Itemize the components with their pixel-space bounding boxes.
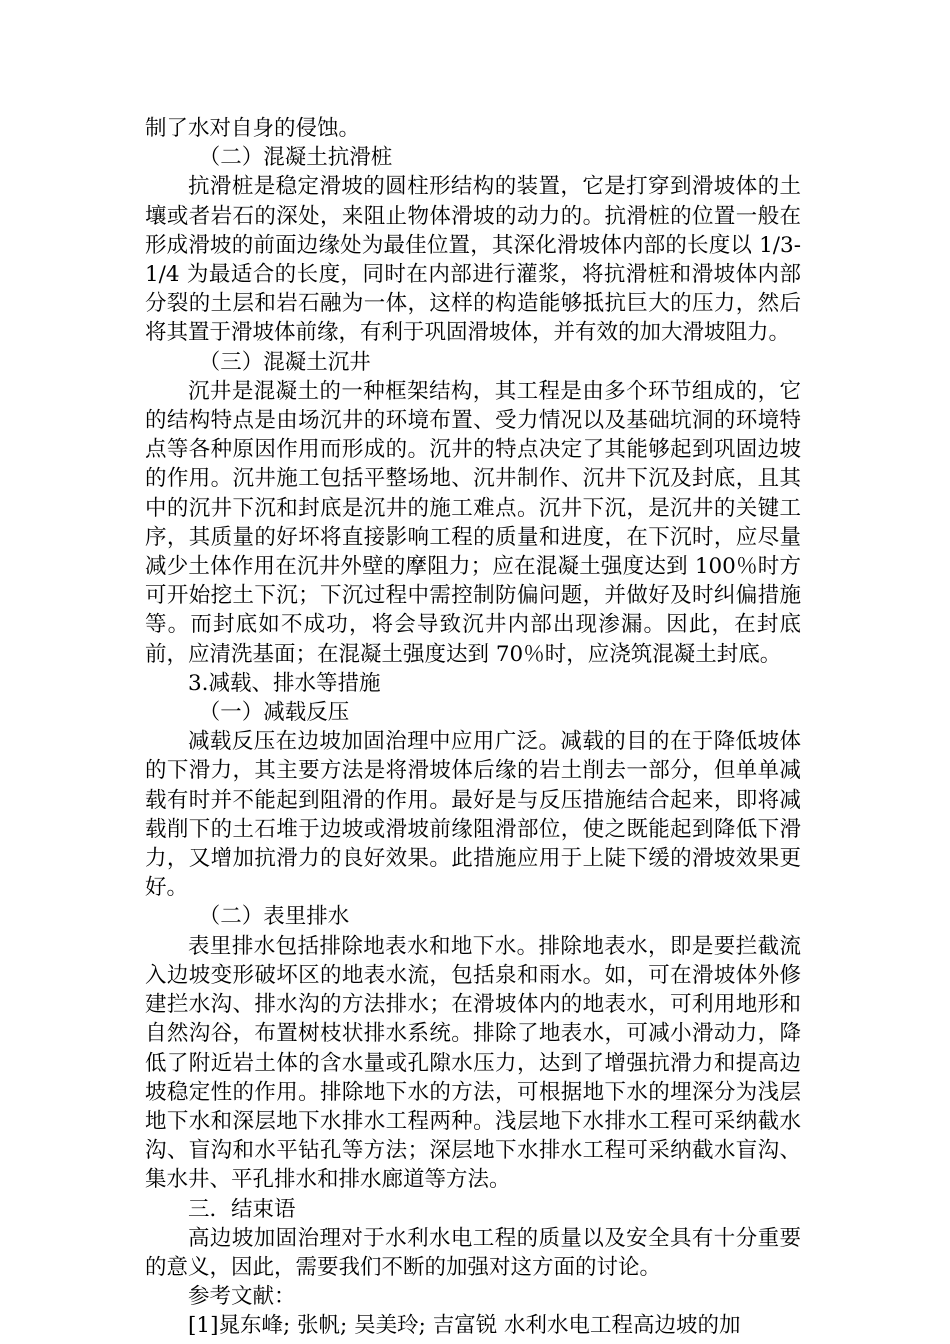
paragraph-continuation: 制了水对自身的侵蚀。: [145, 116, 361, 141]
paragraph: 抗滑桩是稳定滑坡的圆柱形结构的装置，它是打穿到滑坡体的土壤或者岩石的深处，来阻止物体滑坡的动力的。抗滑桩的位置一般在形成滑坡的前面边缘处为最佳位置，其深化滑坡体内部的长度以 1/3-1/4 为最适合的长度，同时在内部进行灌浆，将抗滑桩和滑坡体内部分裂的土层和岩石融为一体，这样的构造能够抵抗巨大的压力，然后将其置于滑坡体前缘，有利于巩固滑坡体，并有效的加大滑坡阻力。: [145, 174, 801, 346]
references-heading: 参考文献：: [188, 1284, 296, 1310]
section-heading: 3.减载、排水等措施: [188, 670, 381, 696]
document-body: [145, 114, 801, 1341]
section-heading: 三．结束语: [188, 1196, 296, 1222]
section-subheading: （三）混凝土沉井: [198, 349, 371, 375]
reference-entry: [1]晁东峰; 张帆; 吴美玲; 吉富锐 水利水电工程高边坡的加: [188, 1313, 741, 1339]
paragraph: 减载反压在边坡加固治理中应用广泛。减载的目的在于降低坡体的下滑力，其主要方法是将滑坡体后缘的岩土削去一部分，但单单减载有时并不能起到阻滑的作用。最好是与反压措施结合起来，即将减载削下的土石堆于边坡或滑坡前缘阻滑部位，使之既能起到降低下滑力，又增加抗滑力的良好效果。此措施应用于上陡下缓的滑坡效果更好。: [145, 729, 801, 901]
section-subheading: （二）混凝土抗滑桩: [198, 145, 393, 171]
section-subheading: （一）减载反压: [198, 700, 350, 726]
section-subheading: （二）表里排水: [198, 904, 350, 930]
paragraph: 高边坡加固治理对于水利水电工程的质量以及安全具有十分重要的意义，因此，需要我们不断的加强对这方面的讨论。: [145, 1225, 801, 1280]
paragraph: 沉井是混凝土的一种框架结构，其工程是由多个环节组成的，它的结构特点是由场沉井的环境布置、受力情况以及基础坑洞的环境特点等各种原因作用而形成的。沉井的特点决定了其能够起到巩固边坡的作用。沉井施工包括平整场地、沉井制作、沉井下沉及封底，且其中的沉井下沉和封底是沉井的施工难点。沉井下沉，是沉井的关键工序，其质量的好坏将直接影响工程的质量和进度，在下沉时，应尽量减少土体作用在沉井外壁的摩阻力；应在混凝土强度达到 100％时方可开始挖土下沉；下沉过程中需控制防偏问题，并做好及时纠偏措施等。而封底如不成功，将会导致沉井内部出现渗漏。因此，在封底前，应清洗基面；在混凝土强度达到 70％时，应浇筑混凝土封底。: [145, 378, 801, 667]
paragraph: 表里排水包括排除地表水和地下水。排除地表水，即是要拦截流入边坡变形破坏区的地表水流，包括泉和雨水。如，可在滑坡体外修建拦水沟、排水沟的方法排水；在滑坡体内的地表水，可利用地形和自然沟谷，布置树枝状排水系统。排除了地表水，可减小滑动力，降低了附近岩土体的含水量或孔隙水压力，达到了增强抗滑力和提高边坡稳定性的作用。排除地下水的方法，可根据地下水的埋深分为浅层地下水和深层地下水排水工程两种。浅层地下水排水工程可采纳截水沟、盲沟和水平钻孔等方法；深层地下水排水工程可采纳截水盲沟、集水井、平孔排水和排水廊道等方法。: [145, 933, 801, 1193]
